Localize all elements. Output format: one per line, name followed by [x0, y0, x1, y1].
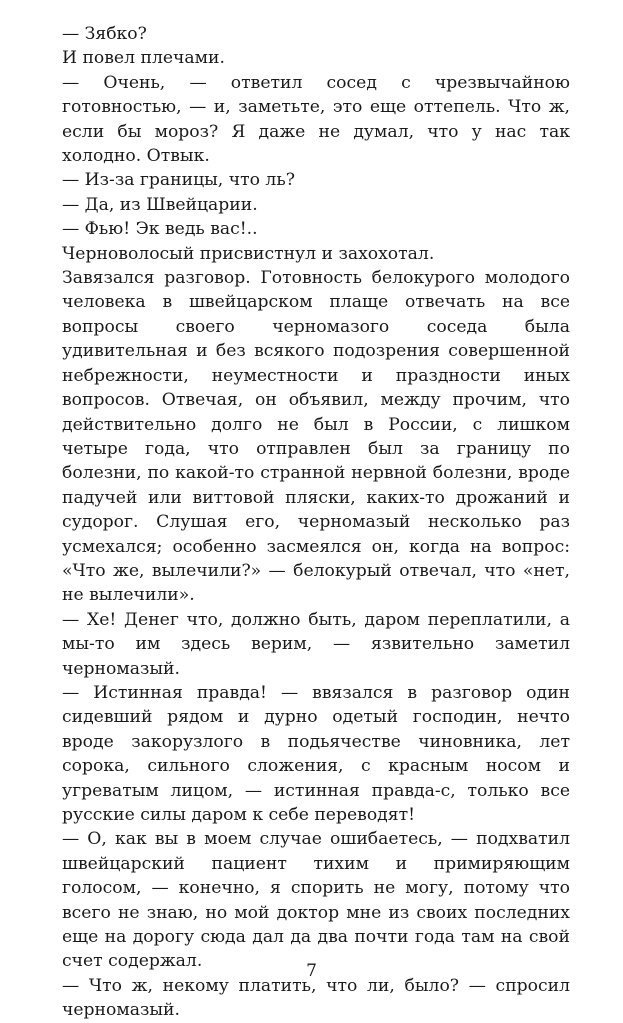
- paragraph-7: Черноволосый присвистнул и захохотал.: [62, 243, 435, 264]
- page-number: 7: [306, 961, 317, 981]
- paragraph-11: — О, как вы в моем случае ошибаетесь, — подхватил швейцарский пациент тихим и примиряющим голосом, — конечно, я спорить не могу, потому что всего не знаю, но мой доктор мне из своих последних еще на дорогу сюда дал да два почти года там на свой счет содержал.: [62, 829, 570, 972]
- paragraph-8: Завязался разговор. Готовность белокурого молодого человека в швейцарском плаще отвечать на все вопросы своего черномазого соседа была удивительная и без всякого подозрения совершенной небрежности, неуместности и праздности иных вопросов. Отвечая, он объявил, между прочим, что действительно долго не был в России, с лишком четыре года, что отправлен был за границу по болезни, по какой-то странной нервной болезни, вроде падучей или виттовой пляски, каких-то дрожаний и судорог. Слушая его, черномазый несколько раз усмехался; особенно засмеялся он, когда на вопрос: «Что же, вылечили?» — белокурый отвечал, что «нет, не вылечили».: [62, 268, 570, 606]
- paragraph-10: — Истинная правда! — ввязался в разговор один сидевший рядом и дурно одетый господин, нечто вроде закорузлого в подьячестве чиновника, лет сорока, сильного сложения, с красным носом и угреватым лицом, — истинная правда-с, только все русские силы даром к себе переводят!: [62, 682, 570, 825]
- paragraph-9: — Хе! Денег что, должно быть, даром переплатили, а мы-то им здесь верим, — язвительно заметил черномазый.: [62, 609, 570, 679]
- paragraph-12: — Что ж, некому платить, что ли, было? — спросил черномазый.: [62, 975, 570, 1021]
- paragraph-4: — Из-за границы, что ль?: [62, 170, 295, 191]
- paragraph-3: — Очень, — ответил сосед с чрезвычайною готовностью, — и, заметьте, это еще оттепель. Что ж, если бы мороз? Я даже не думал, что у нас так холодно. Отвык.: [62, 72, 570, 167]
- paragraph-2: И повел плечами.: [62, 48, 225, 69]
- paragraph-5: — Да, из Швейцарии.: [62, 194, 258, 215]
- book-page-text: [62, 22, 570, 1023]
- paragraph-1: — Зябко?: [62, 24, 147, 44]
- paragraph-6: — Фью! Эк ведь вас!..: [62, 219, 258, 240]
